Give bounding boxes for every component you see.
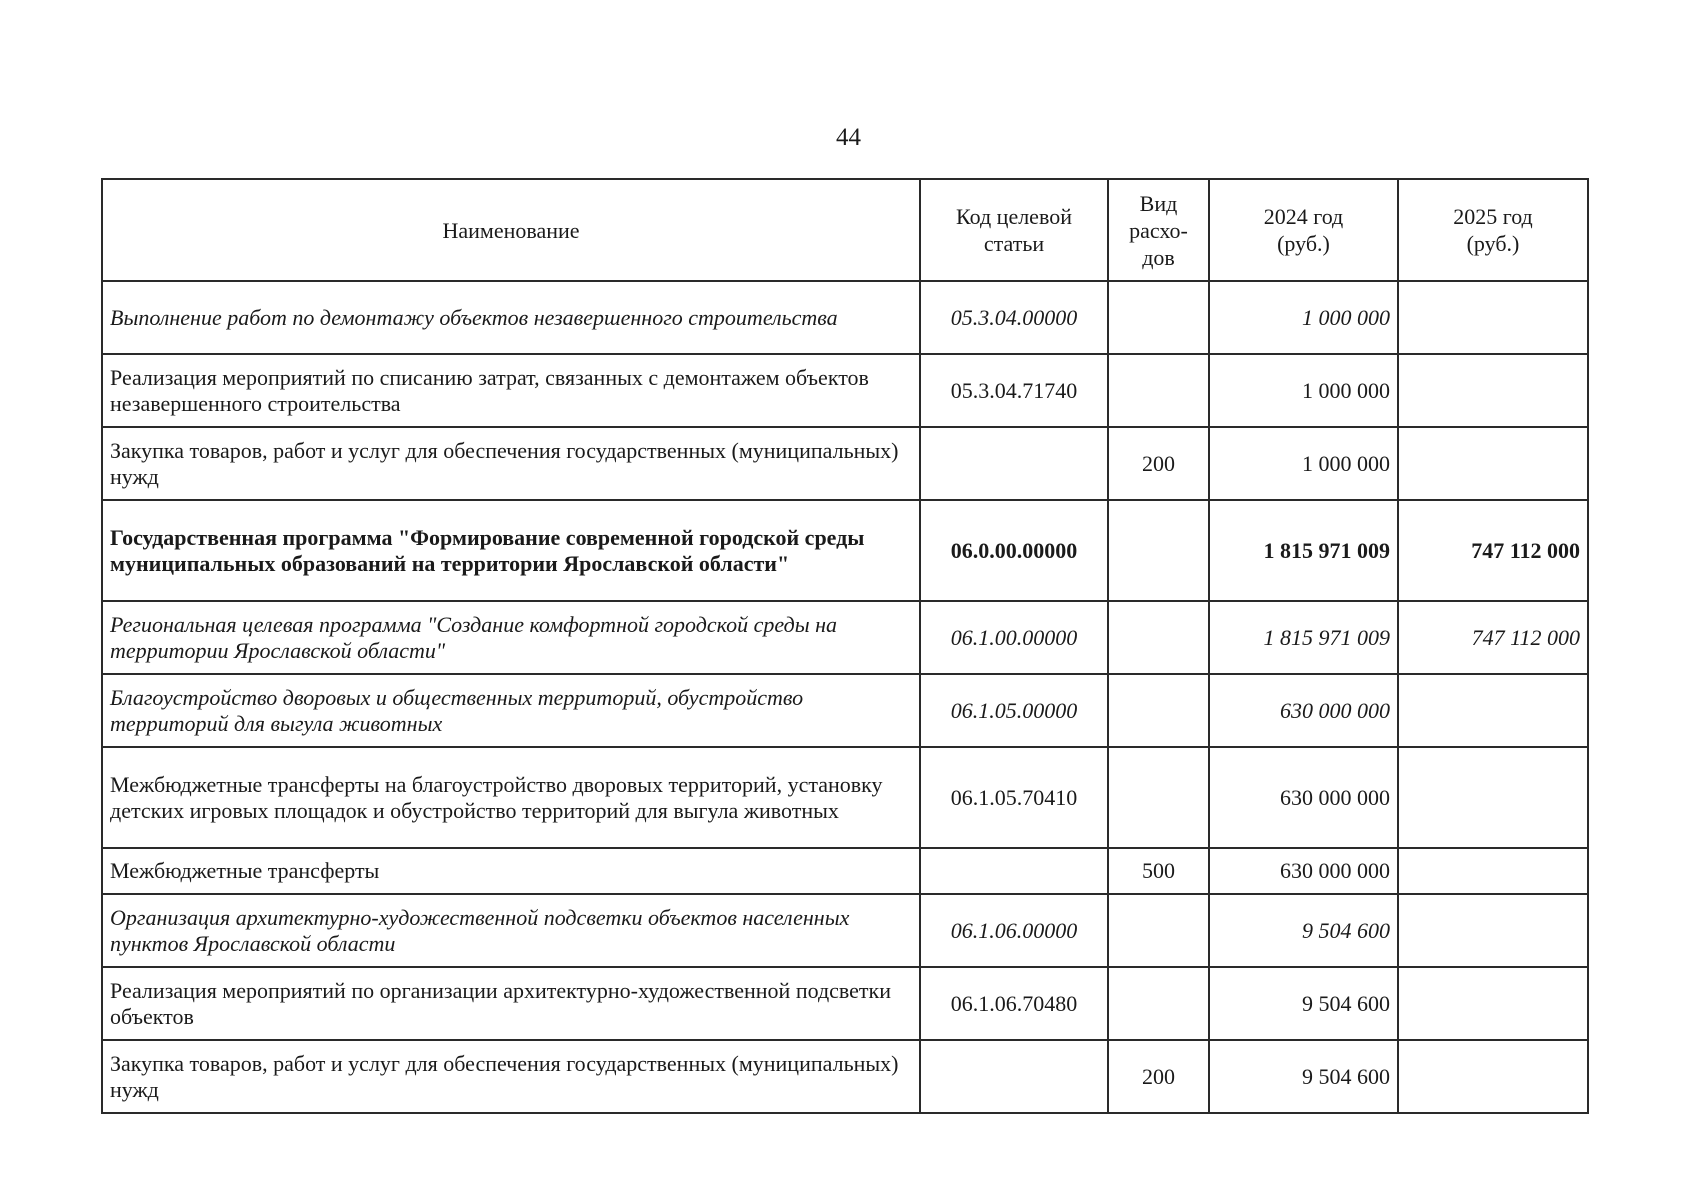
header-year-2025 (1398, 179, 1588, 281)
row-name: Реализация мероприятий по списанию затрат, связанных с демонтажем объектов незавершенного строительства (102, 354, 920, 427)
table-row (102, 967, 1588, 1040)
row-expense-type (1108, 894, 1209, 967)
header-year-2024-line2: (руб.) (1277, 231, 1330, 256)
row-expense-type (1108, 674, 1209, 747)
table-row (102, 894, 1588, 967)
row-amount-2024: 630 000 000 (1209, 848, 1398, 894)
header-code-line1: Код целевой (956, 204, 1072, 229)
row-amount-2024: 9 504 600 (1209, 967, 1398, 1040)
row-amount-2025: 747 112 000 (1398, 601, 1588, 674)
row-expense-type (1108, 500, 1209, 601)
row-name: Региональная целевая программа "Создание комфортной городской среды на территории Ярославской области" (102, 601, 920, 674)
header-type-line1: Вид (1139, 190, 1178, 216)
table-row (102, 427, 1588, 500)
header-type-line3: дов (1142, 244, 1175, 270)
row-code: 06.1.05.00000 (920, 674, 1108, 747)
row-amount-2025 (1398, 674, 1588, 747)
table-row (102, 601, 1588, 674)
row-amount-2025 (1398, 747, 1588, 848)
header-year-2024 (1209, 179, 1398, 281)
row-expense-type (1108, 967, 1209, 1040)
header-year-2025-line2: (руб.) (1466, 231, 1520, 256)
page-number: 44 (836, 124, 861, 151)
header-type (1108, 179, 1209, 281)
row-amount-2025 (1398, 967, 1588, 1040)
row-amount-2024: 630 000 000 (1209, 747, 1398, 848)
row-code (920, 848, 1108, 894)
row-amount-2024: 1 000 000 (1209, 354, 1398, 427)
row-amount-2025: 747 112 000 (1398, 500, 1588, 601)
table-row (102, 674, 1588, 747)
row-amount-2024: 1 815 971 009 (1209, 601, 1398, 674)
row-amount-2025 (1398, 427, 1588, 500)
row-code: 05.3.04.71740 (920, 354, 1108, 427)
row-expense-type: 500 (1108, 848, 1209, 894)
row-name: Выполнение работ по демонтажу объектов незавершенного строительства (102, 281, 920, 354)
table-row (102, 354, 1588, 427)
table-row (102, 1040, 1588, 1113)
header-name-label: Наименование (442, 217, 580, 243)
row-code: 06.1.05.70410 (920, 747, 1108, 848)
row-name: Межбюджетные трансферты на благоустройство дворовых территорий, установку детских игровых площадок и обустройство территорий для выгула животных (102, 747, 920, 848)
row-name: Закупка товаров, работ и услуг для обеспечения государственных (муниципальных) нужд (102, 1040, 920, 1113)
header-type-line2: расхо- (1129, 217, 1188, 243)
row-code: 06.1.00.00000 (920, 601, 1108, 674)
table-header-row (102, 179, 1588, 281)
header-year-2025-line1: 2025 год (1453, 204, 1533, 229)
budget-table (101, 178, 1589, 1114)
table-row (102, 848, 1588, 894)
row-code (920, 427, 1108, 500)
row-amount-2024: 630 000 000 (1209, 674, 1398, 747)
row-name: Государственная программа "Формирование современной городской среды муниципальных образований на территории Ярославской области" (102, 500, 920, 601)
row-amount-2024: 9 504 600 (1209, 1040, 1398, 1113)
row-name: Закупка товаров, работ и услуг для обеспечения государственных (муниципальных) нужд (102, 427, 920, 500)
row-amount-2024: 9 504 600 (1209, 894, 1398, 967)
row-expense-type: 200 (1108, 1040, 1209, 1113)
row-name: Межбюджетные трансферты (102, 848, 920, 894)
row-name: Благоустройство дворовых и общественных территорий, обустройство территорий для выгула животных (102, 674, 920, 747)
row-code: 05.3.04.00000 (920, 281, 1108, 354)
row-code: 06.1.06.70480 (920, 967, 1108, 1040)
row-name: Организация архитектурно-художественной подсветки объектов населенных пунктов Ярославской области (102, 894, 920, 967)
header-code (920, 179, 1108, 281)
row-expense-type (1108, 601, 1209, 674)
header-name (102, 179, 920, 281)
row-expense-type (1108, 281, 1209, 354)
table-row (102, 281, 1588, 354)
row-name: Реализация мероприятий по организации архитектурно-художественной подсветки объектов (102, 967, 920, 1040)
table-row (102, 747, 1588, 848)
row-expense-type: 200 (1108, 427, 1209, 500)
table-row (102, 500, 1588, 601)
row-amount-2024: 1 815 971 009 (1209, 500, 1398, 601)
row-code: 06.1.06.00000 (920, 894, 1108, 967)
header-code-line2: статьи (983, 231, 1045, 256)
row-amount-2025 (1398, 1040, 1588, 1113)
row-amount-2024: 1 000 000 (1209, 281, 1398, 354)
row-code: 06.0.00.00000 (920, 500, 1108, 601)
row-amount-2024: 1 000 000 (1209, 427, 1398, 500)
row-amount-2025 (1398, 281, 1588, 354)
row-amount-2025 (1398, 894, 1588, 967)
row-expense-type (1108, 354, 1209, 427)
row-amount-2025 (1398, 848, 1588, 894)
row-code (920, 1040, 1108, 1113)
row-amount-2025 (1398, 354, 1588, 427)
header-year-2024-line1: 2024 год (1263, 204, 1344, 229)
row-expense-type (1108, 747, 1209, 848)
